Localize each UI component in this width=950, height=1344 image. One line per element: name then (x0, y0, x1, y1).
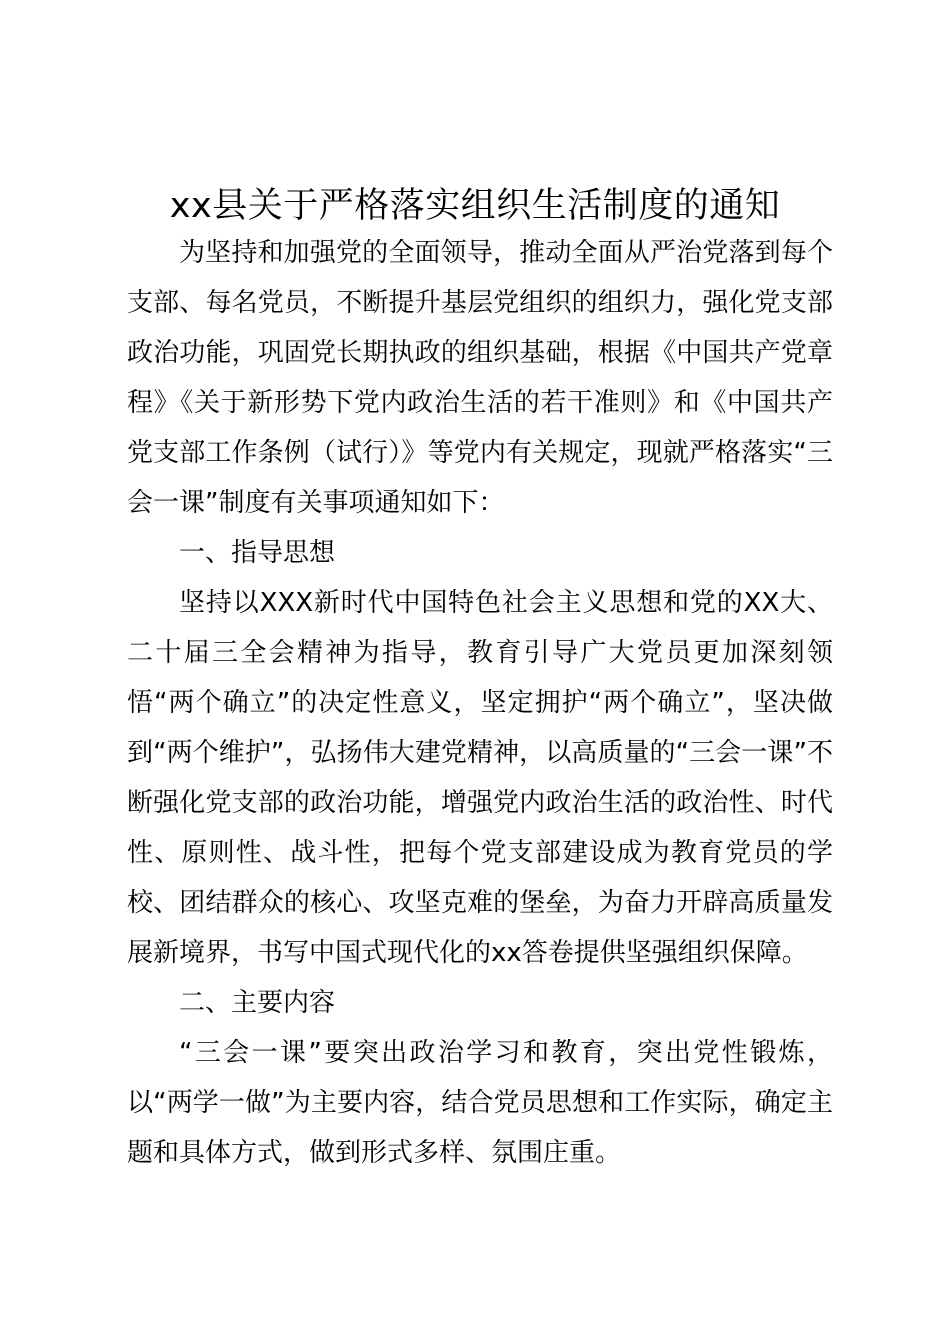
intro-paragraph: 为坚持和加强党的全面领导，推动全面从严治党落到每个支部、每名党员，不断提升基层党组织的组织力，强化党支部政治功能，巩固党长期执政的组织基础，根据《中国共产党章程》《关于新形势下党内政治生活的若干准则》和《中国共产党支部工作条例（试行）》等党内有关规定，现就严格落实“三会一课”制度有关事项通知如下： (127, 238, 833, 518)
document-body (127, 228, 833, 1178)
section-guiding-ideology-paragraph: 坚持以XXX新时代中国特色社会主义思想和党的XX大、二十届三全会精神为指导，教育引导广大党员更加深刻领悟“两个确立”的决定性意义，坚定拥护“两个确立”，坚决做到“两个维护”，弘扬伟大建党精神，以高质量的“三会一课”不断强化党支部的政治功能，增强党内政治生活的政治性、时代性、原则性、战斗性，把每个党支部建设成为教育党员的学校、团结群众的核心、攻坚克难的堡垒，为奋力开辟高质量发展新境界，书写中国式现代化的xx答卷提供坚强组织保障。 (127, 588, 833, 968)
section-heading-guiding-ideology: 一、指导思想 (179, 538, 336, 568)
section-main-content-paragraph: “三会一课”要突出政治学习和教育，突出党性锻炼，以“两学一做”为主要内容，结合党员思想和工作实际，确定主题和具体方式，做到形式多样、氛围庄重。 (127, 1038, 833, 1168)
document-title: xx县关于严格落实组织生活制度的通知 (169, 186, 781, 226)
section-heading-main-content: 二、主要内容 (179, 988, 336, 1018)
